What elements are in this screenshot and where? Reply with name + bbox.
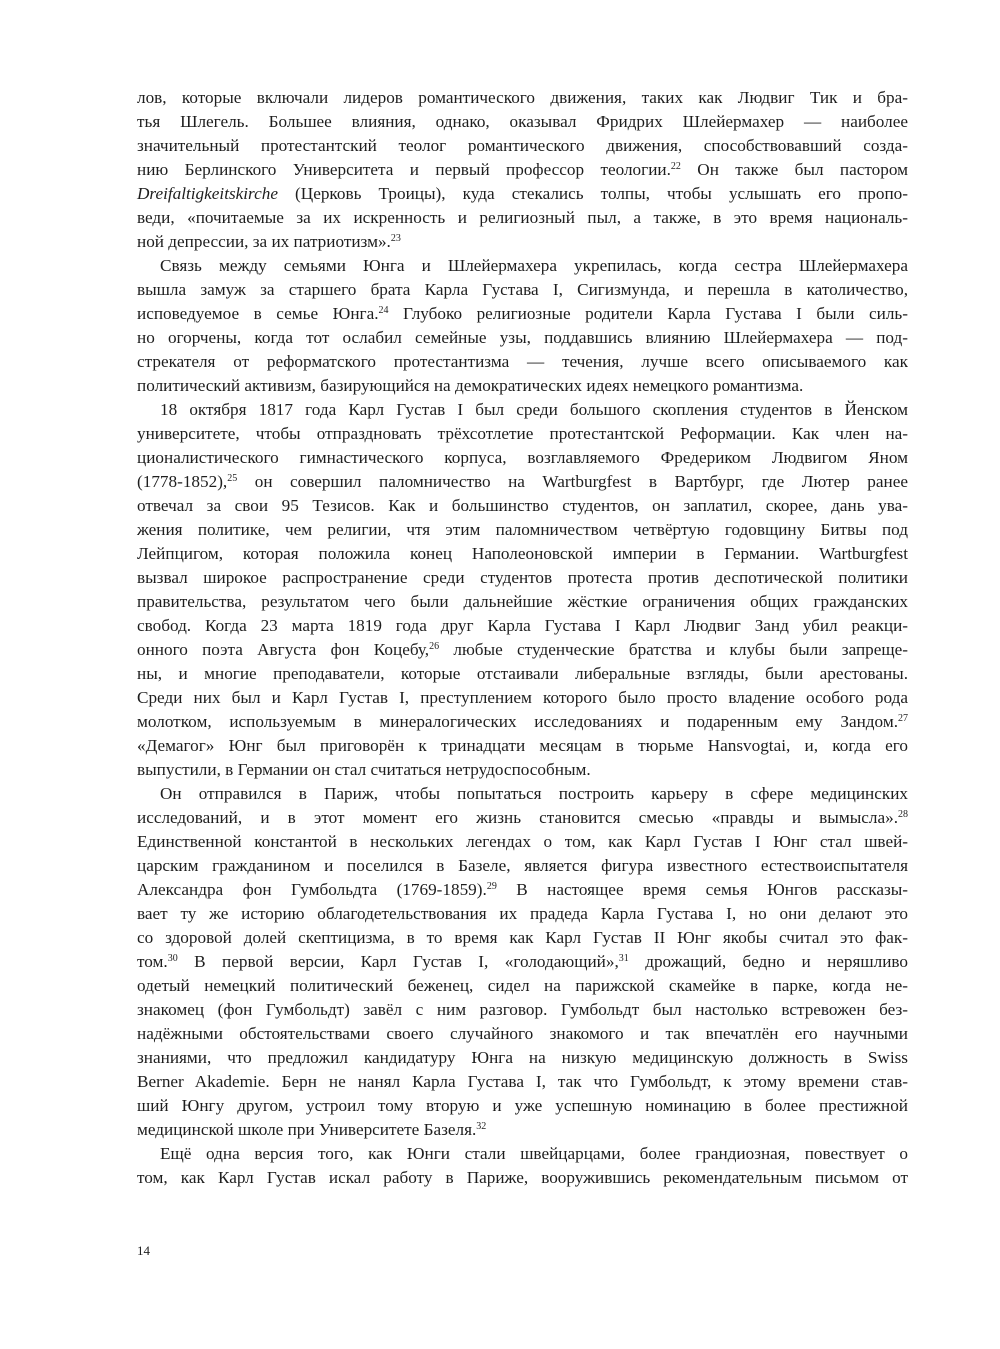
text-run: ной депрессии, за их патриотизм». bbox=[137, 232, 391, 251]
text-run: веди, «почитаемые за их искренность и религиозный пыл, а также, в это время националь- bbox=[137, 208, 908, 227]
text-line bbox=[137, 806, 908, 830]
text-line bbox=[137, 1166, 908, 1190]
text-run: ны, и многие преподаватели, которые отстаивали либеральные взгляды, были арестованы. bbox=[137, 664, 908, 683]
text-line bbox=[137, 662, 908, 686]
text-line bbox=[137, 1094, 908, 1118]
text-line bbox=[137, 254, 908, 278]
text-run: университете, чтобы отпраздновать трёхсотлетие протестантской Реформации. Как член на- bbox=[137, 424, 908, 443]
text-run: Глубоко религиозные родители Карла Густава I были силь- bbox=[388, 304, 908, 323]
text-line bbox=[137, 542, 908, 566]
body-text bbox=[137, 86, 908, 1190]
text-line bbox=[137, 686, 908, 710]
text-line bbox=[137, 350, 908, 374]
text-line bbox=[137, 278, 908, 302]
text-run: Он отправился в Париж, чтобы попытаться построить карьеру в сфере медицинских bbox=[160, 784, 908, 803]
text-line bbox=[137, 734, 908, 758]
text-run: (1778-1852), bbox=[137, 472, 228, 491]
text-run: Лейпцигом, которая положила конец Наполеоновской империи в Германии. Wartburgfest bbox=[137, 544, 908, 563]
paragraph bbox=[137, 1142, 908, 1190]
text-line bbox=[137, 998, 908, 1022]
text-line bbox=[137, 782, 908, 806]
text-run: Ещё одна версия того, как Юнги стали швейцарцами, более грандиозная, повествует о bbox=[160, 1144, 908, 1163]
text-line bbox=[137, 230, 908, 254]
text-run: жения политике, чем религии, чтя этим паломничеством четвёртую годовщину Битвы под bbox=[137, 520, 908, 539]
footnote-ref: 22 bbox=[670, 161, 681, 172]
text-run: 18 октября 1817 года Карл Густав I был среди большого скопления студентов в Йенском bbox=[160, 400, 908, 419]
text-run: значительный протестантский теолог романтического движения, способствовавший созда- bbox=[137, 136, 908, 155]
text-line bbox=[137, 1022, 908, 1046]
paragraph bbox=[137, 782, 908, 1142]
text-run: надёжными обстоятельствами своего случайного знакомого и так впечатлён его научными bbox=[137, 1024, 908, 1043]
text-run: В первой версии, Карл Густав I, «голодающий», bbox=[177, 952, 619, 971]
text-line bbox=[137, 134, 908, 158]
page-number: 14 bbox=[137, 1243, 150, 1258]
text-line bbox=[137, 902, 908, 926]
text-run: вызвал широкое распространение среди студентов протеста против деспотической политики bbox=[137, 568, 908, 587]
footnote-ref: 23 bbox=[390, 233, 401, 244]
text-line bbox=[137, 494, 908, 518]
footnote-ref: 28 bbox=[898, 809, 908, 820]
text-run: Связь между семьями Юнга и Шлейермахера укрепилась, когда сестра Шлейермахера bbox=[160, 256, 908, 275]
text-line bbox=[137, 590, 908, 614]
text-run: он совершил паломничество на Wartburgfest в Вартбург, где Лютер ранее bbox=[237, 472, 908, 491]
footnote-ref: 31 bbox=[618, 953, 629, 964]
text-run: вает ту же историю облагодетельствования их прадеда Карла Густава I, но они делают это bbox=[137, 904, 908, 923]
text-run: В настоящее время семья Юнгов рассказы- bbox=[496, 880, 909, 899]
text-run: царским гражданином и поселился в Базеле, является фигура известного естествоиспытателя bbox=[137, 856, 908, 875]
footnote-ref: 24 bbox=[378, 305, 389, 316]
text-line bbox=[137, 398, 908, 422]
text-line bbox=[137, 110, 908, 134]
text-line bbox=[137, 950, 908, 974]
text-run: тья Шлегель. Большее влияния, однако, оказывал Фридрих Шлейермахер — наиболее bbox=[137, 112, 908, 131]
text-run: одетый немецкий политический беженец, сидел на парижской скамейке в парке, когда не- bbox=[137, 976, 908, 995]
text-run: (Церковь Троицы), куда стекались толпы, чтобы услышать его пропо- bbox=[277, 184, 908, 203]
text-line bbox=[137, 926, 908, 950]
text-line bbox=[137, 182, 908, 206]
text-run: том. bbox=[137, 952, 168, 971]
text-line bbox=[137, 446, 908, 470]
text-line bbox=[137, 830, 908, 854]
text-run: знаниями, что предложил кандидатуру Юнга на низкую медицинскую должность в Swiss bbox=[137, 1048, 908, 1067]
footnote-ref: 29 bbox=[486, 881, 497, 892]
text-run: знакомец (фон Гумбольдт) завёл с ним разговор. Гумбольдт был настолько встревожен без- bbox=[137, 1000, 908, 1019]
footnote-ref: 32 bbox=[476, 1121, 487, 1132]
text-line bbox=[137, 1046, 908, 1070]
text-line bbox=[137, 302, 908, 326]
text-line bbox=[137, 638, 908, 662]
footnote-ref: 27 bbox=[898, 713, 908, 724]
text-line bbox=[137, 710, 908, 734]
text-line bbox=[137, 422, 908, 446]
text-line bbox=[137, 1118, 908, 1142]
text-run: ший Юнгу другом, устроил тому вторую и уже успешную номинацию в более престижной bbox=[137, 1096, 908, 1115]
text-run: любые студенческие братства и клубы были запреще- bbox=[439, 640, 908, 659]
paragraph bbox=[137, 254, 908, 398]
text-line bbox=[137, 1142, 908, 1166]
text-run: свобод. Когда 23 марта 1819 года друг Карла Густава I Карл Людвиг Занд убил реакци- bbox=[137, 616, 908, 635]
text-run: но огорчены, когда тот ослабил семейные узы, поддавшись влиянию Шлейермахера — под- bbox=[137, 328, 908, 347]
text-run: стрекателя от реформатского протестантизма — течения, лучше всего описываемого как bbox=[137, 352, 908, 371]
text-run: Единственной константой в нескольких легендах о том, как Карл Густав I Юнг стал швей- bbox=[137, 832, 908, 851]
text-line bbox=[137, 1070, 908, 1094]
text-run: дрожащий, бедно и неряшливо bbox=[628, 952, 908, 971]
text-run: со здоровой долей скептицизма, в то время как Карл Густав II Юнг якобы считал это фак- bbox=[137, 928, 908, 947]
text-run: вышла замуж за старшего брата Карла Густава I, Сигизмунда, и перешла в католичество, bbox=[137, 280, 908, 299]
text-run: ционалистического гимнастического корпуса, возглавляемого Фредериком Людвигом Яном bbox=[137, 448, 908, 467]
text-line bbox=[137, 566, 908, 590]
text-line bbox=[137, 374, 908, 398]
paragraph bbox=[137, 398, 908, 782]
text-run: том, как Карл Густав искал работу в Париже, вооружившись рекомендательным письмом от bbox=[137, 1168, 908, 1187]
text-run: Он также был пастором bbox=[680, 160, 908, 179]
italic-term: Dreifaltigkeitskirche bbox=[137, 184, 278, 203]
text-line bbox=[137, 518, 908, 542]
text-run: медицинской школе при Университете Базеля. bbox=[137, 1120, 477, 1139]
text-run: «Демагог» Юнг был приговорён к тринадцати месяцам в тюрьме Hansvogtai, и, когда его bbox=[137, 736, 908, 755]
text-line bbox=[137, 878, 908, 902]
text-run: выпустили, в Германии он стал считаться нетрудоспособным. bbox=[137, 760, 591, 779]
text-run: Berner Akademie. Берн не нанял Карла Густава I, так что Гумбольдт, к этому времени став- bbox=[137, 1072, 908, 1091]
text-line bbox=[137, 974, 908, 998]
text-run: лов, которые включали лидеров романтического движения, таких как Людвиг Тик и бра- bbox=[137, 88, 908, 107]
text-run: Среди них был и Карл Густав I, преступлением которого было просто владение особого рода bbox=[137, 688, 908, 707]
text-line bbox=[137, 614, 908, 638]
text-run: молотком, используемым в минералогических исследованиях и подаренным ему Зандом. bbox=[137, 712, 898, 731]
text-run: нию Берлинского Университета и первый профессор теологии. bbox=[137, 160, 671, 179]
text-run: отвечал за свои 95 Тезисов. Как и большинство студентов, он заплатил, скорее, дань ува- bbox=[137, 496, 908, 515]
text-run: правительства, результатом чего были дальнейшие жёсткие ограничения общих гражданских bbox=[137, 592, 908, 611]
text-line bbox=[137, 206, 908, 230]
footnote-ref: 26 bbox=[429, 641, 440, 652]
text-line bbox=[137, 326, 908, 350]
paragraph bbox=[137, 86, 908, 254]
text-run: политический активизм, базирующийся на демократических идеях немецкого романтизма. bbox=[137, 376, 804, 395]
text-run: Александра фон Гумбольдта (1769-1859). bbox=[137, 880, 487, 899]
text-run: онного поэта Августа фон Коцебу, bbox=[137, 640, 430, 659]
footnote-ref: 25 bbox=[227, 473, 238, 484]
footnote-ref: 30 bbox=[167, 953, 178, 964]
text-run: исследований, и в этот момент его жизнь становится смесью «правды и вымысла». bbox=[137, 808, 898, 827]
text-line bbox=[137, 470, 908, 494]
text-line bbox=[137, 158, 908, 182]
text-line bbox=[137, 854, 908, 878]
text-run: исповедуемое в семье Юнга. bbox=[137, 304, 379, 323]
text-line bbox=[137, 758, 908, 782]
text-line bbox=[137, 86, 908, 110]
